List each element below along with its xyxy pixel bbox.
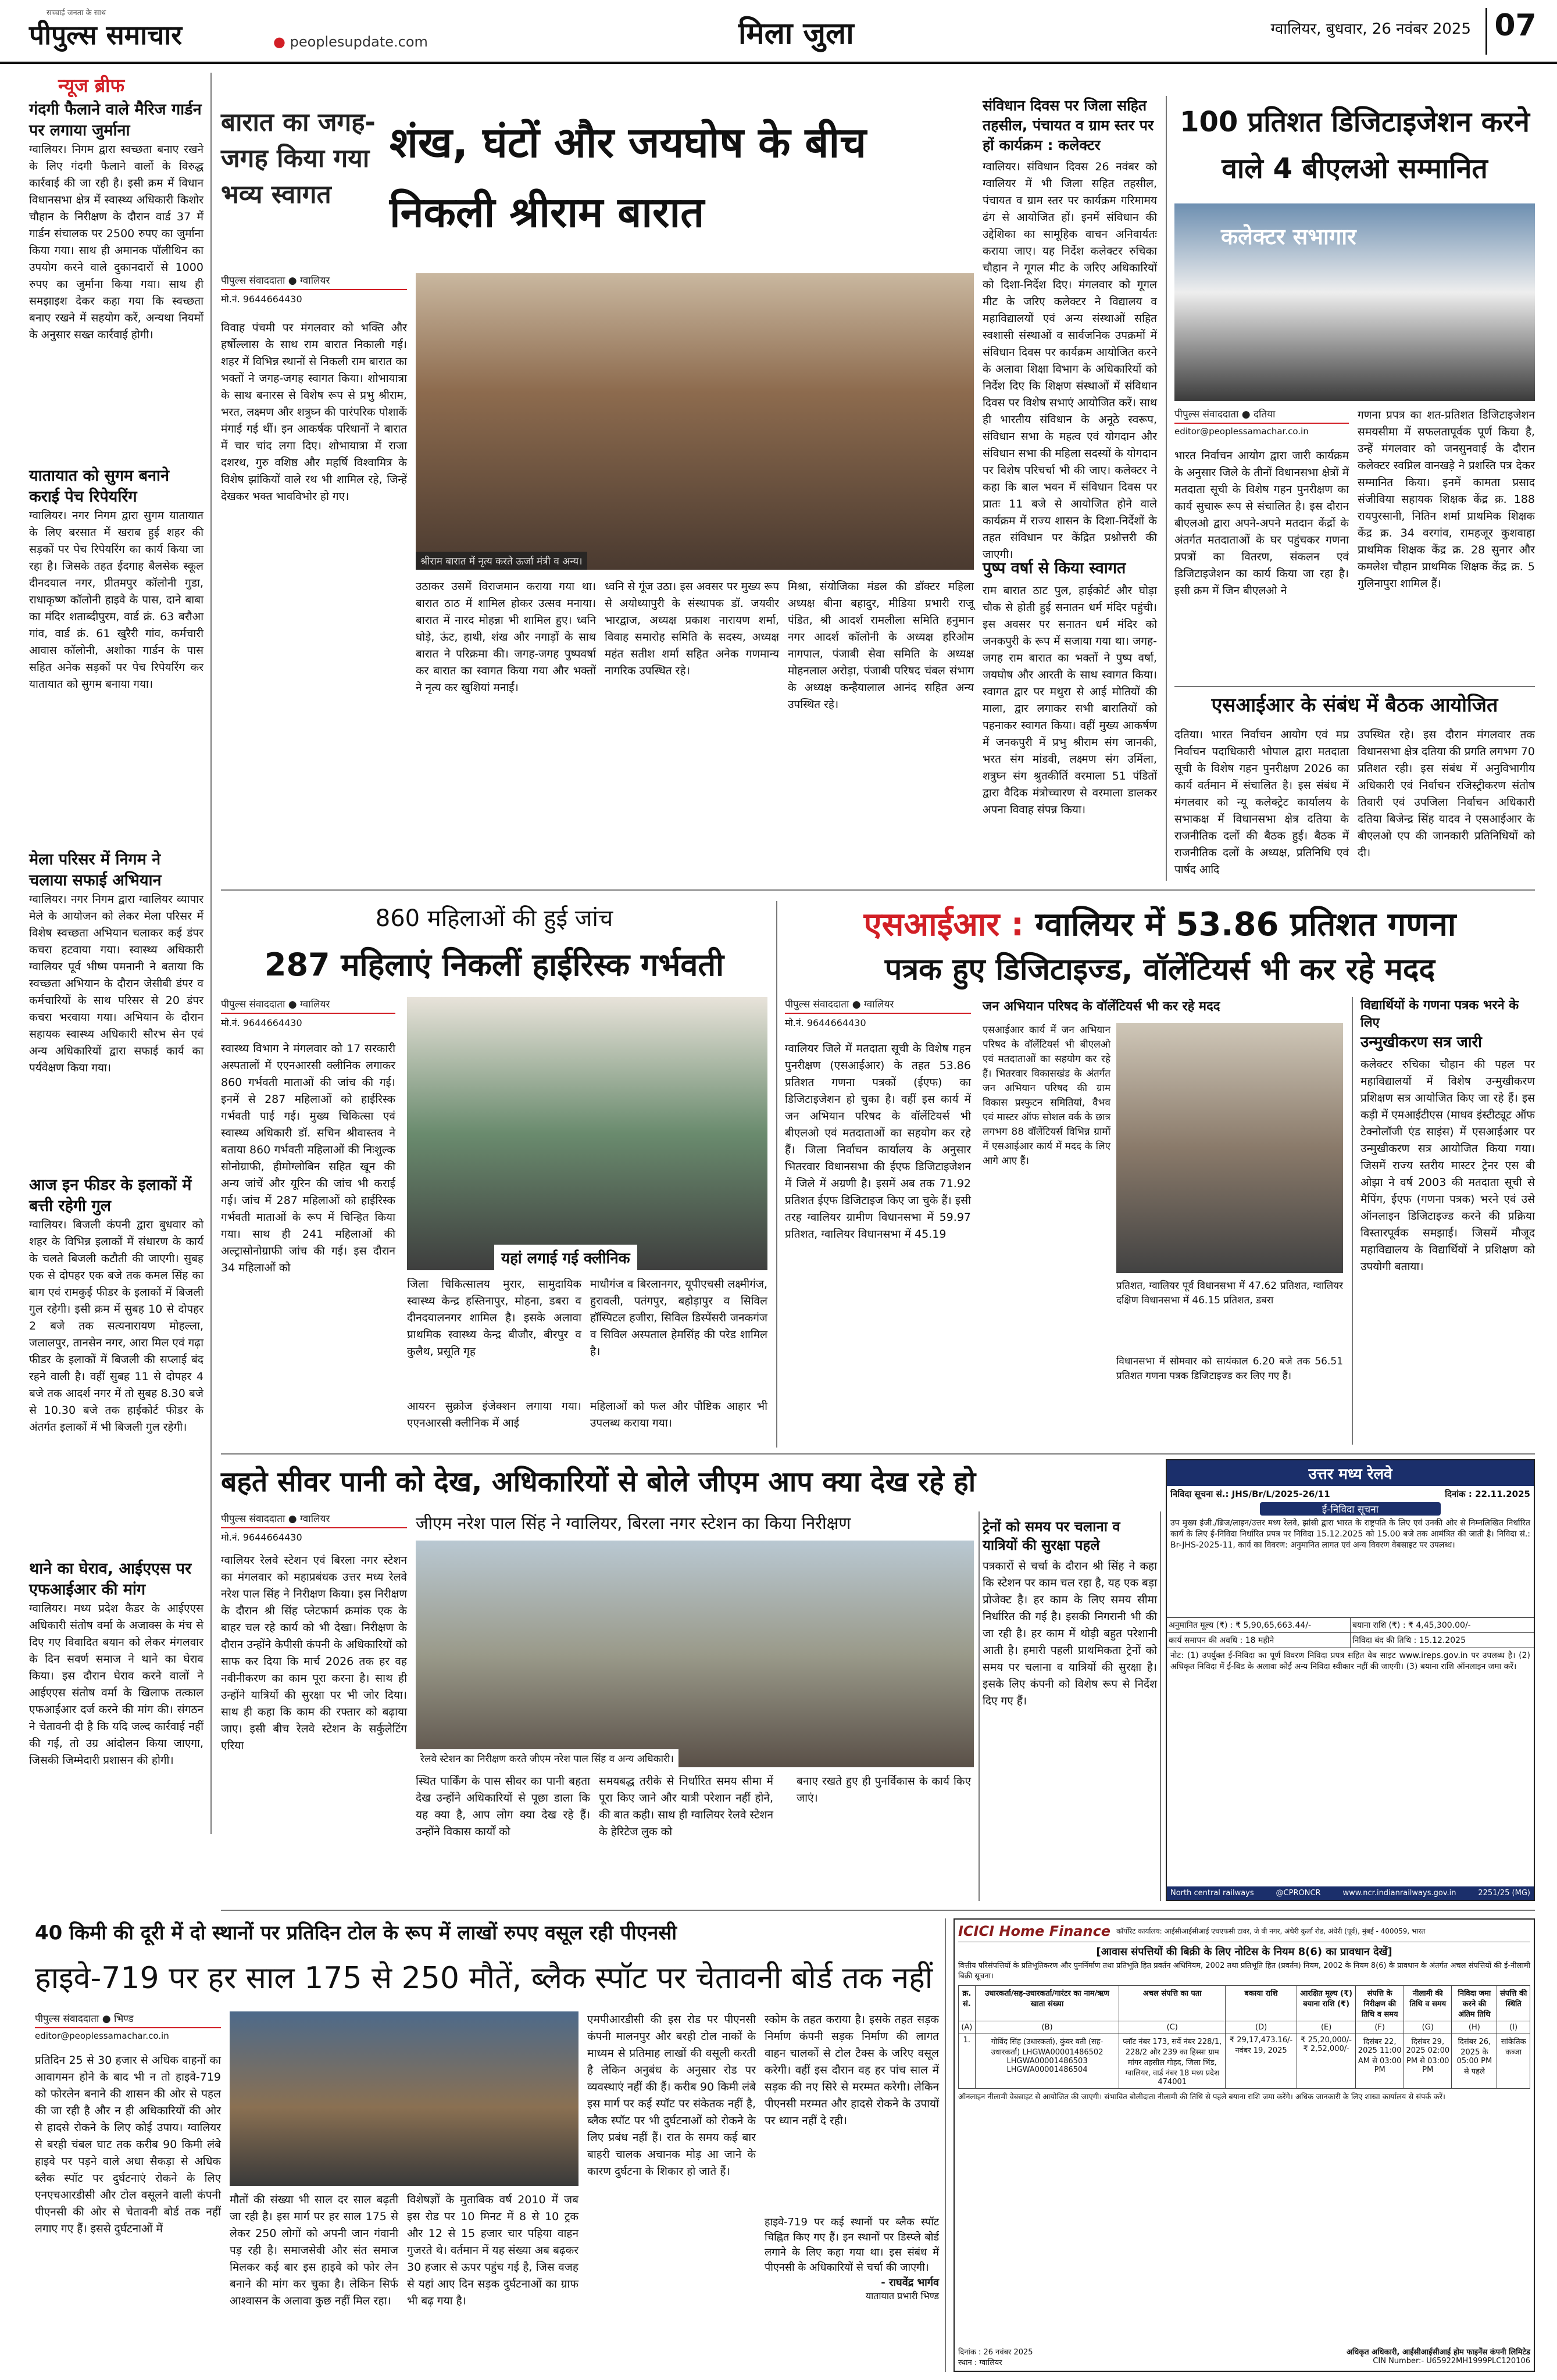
cost: अनुमानित मूल्य (₹) : ₹ 5,90,65,663.44/-: [1167, 1618, 1351, 1632]
site-url[interactable]: [273, 34, 448, 53]
ganana-line1: ग्वालियर में 53.86 प्रतिशत गणना: [1024, 906, 1456, 944]
icici-title: [आवास संपत्तियों की बिक्री के लिए नोटिस के नियम 8(6) का प्रावधान देखें]: [1096, 1946, 1392, 1958]
ganana-col1: ग्वालियर जिले में मतदाता सूची के विशेष गहन पुनरीक्षण (एसआईआर) के तहत 53.86 प्रतिशत गणना पत्रकों (ईएफ) का डिजिटाइजेशन हो चुका है। वहीं इस कार्य में जन अभियान परिषद के वॉलेंटियर्स भी बीएलओ एवं मतदाताओं का सहयोग कर रहे हैं। जिला निर्वाचन कार्यालय के अनुसार भितरवार विधानसभा की ईएफ डिजिटाइजेशन में जिले में अग्रणी है। इसमें अब तक 71.92 प्रतिशत ईएफ डिजिटाइज किए जा चुके हैं। इसी तरह ग्वालियर ग्रामीण विधानसभा में 59.97 प्रतिशत, ग्वालियर विधानसभा में 45.19: [785, 1042, 971, 1241]
quote-role: यातायात प्रभारी भिण्ड: [865, 2290, 939, 2302]
table-header: बकाया राशि: [1226, 1986, 1297, 2021]
digit-col1: भारत निर्वाचन आयोग द्वारा जारी कार्यक्रम के अनुसार जिले के तीनों विधानसभा क्षेत्रों में मतदाता सूची के विशेष गहन पुनरीक्षण का कार्य सुचारू रूप से संचालित है। इस दौरान बीएलओ द्वारा अपने-अपने मतदान केंद्रों के अंतर्गत मतदाताओं के घर पहुंचकर गणना प्रपत्रों का वितरण, संकलन एवं डिजिटाइजेशन का कार्य किया जा रहा है। इसी क्रम में जिन बीएलओ ने: [1174, 449, 1349, 597]
pushp-body: राम बारात ठाट पुल, हाईकोर्ट और घोड़ा चौक से होती हुई सनातन धर्म मंदिर पहुंची। इस अवसर पर सनातन धर्म मंदिर को जनकपुरी के रूप में सजाया गया था। जगह-जगह राम बारात का भक्तों ने पुष्प वर्षा, जयघोष और आरती के साथ स्वागत किया। स्वागत द्वार पर मथुरा से आई मोतियों की माला, द्वार लगाकर सभी बारातियों को पहनाकर स्वागत किया। वहीं मुख्य आकर्षण में जनकपुरी में प्रभु श्रीराम संग जानकी, भरत संग मांडवी, लक्ष्मण संग उर्मिला, शत्रुघ्न संग श्रुतकीर्ति वरमाला 51 पंडितों द्वारा वैदिक मंत्रोच्चारण से वरमाला डालकर अपना विवाह संपन्न किया।: [983, 584, 1157, 816]
ganana-photo-title: जन अभियान परिषद के वॉलेंटियर्स भी कर रहे मदद: [983, 999, 1220, 1014]
icici-office: कॉर्पोरेट कार्यालय: आईसीआईसीआई एचएफसी टावर, जे बी नगर, अंधेरी कुर्ला रोड, अंधेरी (पूर्व), मुंबई - 400059, भारत: [1116, 1927, 1426, 1935]
railway-body: उप मुख्य इंजी./ब्रिज/लाइन/उत्तर मध्य रेलवे, झांसी द्वारा भारत के राष्ट्रपति के लिए एवं उनकी ओर से निम्नलिखित निर्धारित कार्य के लिए ई-निविदा निर्धारित प्रपत्र पर निविदा 15.12.2025 को 15.00 बजे तक आमंत्रित की जाती है। निविदा सं.: Br-JHS-2025-11, कार्य का विवरण: अनुमानित लागत एवं अन्य विवरण वेबसाइट पर उपलब्ध।: [1170, 1518, 1530, 1550]
table-cell: दिसंबर 22, 2025 11:00 AM से 03:00 PM: [1356, 2034, 1404, 2089]
dateline: ग्वालियर, बुधवार, 26 नवंबर 2025: [1270, 20, 1471, 38]
sewer-headline: बहते सीवर पानी को देख, अधिकारियों से बोले जीएम आप क्या देख रहे हो: [221, 1466, 976, 1498]
brief-title: आज इन फीडर के इलाकों में बत्ती रहेगी गुल: [29, 1176, 192, 1215]
ganana-headline-2: पत्रक हुए डिजिटाइज्ड, वॉलेंटियर्स भी कर रहे मदद: [884, 952, 1435, 987]
baraat-col2: उठाकर उसमें विराजमान कराया गया था। बारात ठाठ में शामिल होकर उत्सव मनाया। बारात में नारद मोहन्ना भी शामिल हुए। ध्वनि घोड़े, ऊंट, हाथी, शंख और नगाड़ों के साथ बारात ने परिक्रमा की। जगह-जगह पुष्पवर्षा कर बारात का स्वागत किया गया और भक्तों ने नृत्य कर खुशियां मनाईं।: [416, 580, 596, 694]
icici-date-place: [958, 2346, 1033, 2367]
students-title-2: उन्मुखीकरण सत्र जारी: [1360, 1034, 1482, 1051]
table-cell: (H): [1452, 2021, 1497, 2034]
icici-header: [958, 1923, 1530, 1942]
table-cell: प्लॉट नंबर 173, सर्वे नंबर 228/1, 228/2 और 239 का हिस्सा ग्राम मांगर तहसील गोहद, जिला भिंड, ग्वालियर, वार्ड नंबर 18 मध्य प्रदेश 474001: [1119, 2034, 1226, 2089]
students-box: [1360, 997, 1535, 1445]
icici-sign-block: [1347, 2346, 1530, 2367]
page-number: 07: [1485, 8, 1544, 55]
photo-caption: श्रीराम बारात में नृत्य करते ऊर्जा मंत्री व अन्य।: [416, 552, 587, 570]
byline: पीपुल्स संवाददाता ● भिण्ड: [35, 2011, 221, 2028]
women-kicker: 860 महिलाओं की हुई जांच: [375, 905, 613, 932]
samvidhan-body: ग्वालियर। संविधान दिवस 26 नवंबर को ग्वालियर में भी जिला सहित तहसील, पंचायत व ग्राम स्तर पर कार्यक्रम गरिमामय ढंग से आयोजित हों। इनमें संविधान की उद्देशिका का सामूहिक वाचन अनिवार्यतः कराया जाए। यह निर्देश कलेक्टर रुचिका चौहान ने गूगल मीट के जरिए अधिकारियों को दिशा-निर्देश दिए। मंगलवार को गूगल मीट के जरिए कलेक्टर ने विद्यालय व महाविद्यालयों एवं अन्य संस्थाओं सहित स्वशासी संस्थाओं व सार्वजनिक उपक्रमों में संविधान दिवस पर कार्यक्रम आयोजित करने के अलावा शिक्षा विभाग के अधिकारियों को निर्देश दिए कि शिक्षण संस्थाओं में संविधान दिवस पर विशेष सभाएं आयोजित करें। साथ ही भारतीय संविधान के अनूठे स्वरूप, संविधान सभा के महत्व एवं योगदान और संविधान सभा की महिला सदस्यों के योगदान पर विशेष परिचर्चा भी की जाए। कलेक्टर ने कहा कि बाल भवन में संविधान दिवस पर प्रातः 11 बजे से आयोजित होने वाले कार्यक्रम में राज्य शासन के दिशा-निर्देशों के तहत संविधान पर केंद्रित प्रश्नोत्तरी की जाएगी।: [983, 160, 1157, 561]
railway-note: नोट: (1) उपर्युक्त ई-निविदा का पूर्ण विवरण निविदा प्रपत्र सहित वेब साइट www.ireps.gov.in पर उपलब्ध है। (2) अधिकृत निविदा में ई-बिड के अलावा कोई अन्य निविदा स्वीकार नहीं की जाएगी। (3) बयाना राशि ऑनलाइन जमा करें।: [1170, 1651, 1530, 1671]
logo-tagline: सच्चाई जनता के साथ: [47, 9, 106, 17]
emd: बयाना राशि (₹) : ₹ 4,45,300.00/-: [1352, 1621, 1471, 1630]
brief-body: ग्वालियर। बिजली कंपनी द्वारा बुधवार को शहर के विभिन्न इलाकों में संधारण के कार्य के चलते बिजली कटौती की जाएगी। सुबह एक से दोपहर एक बजे तक कमल सिंह का बाग एवं रामकुई फीडर के इलाकों में बिजली गुल रहेगी। इसी क्रम में सुबह 10 से दोपहर 2 बजे तक सत्यनारायण मोहल्ला, जलालपुर, तानसेन नगर, आरा मिल एवं गढ़ा फीडर के इलाकों में बिजली की सप्लाई बंद रहने वाली है। वहीं सुबह 11 से दोपहर 4 बजे तक आदर्श नगर में तो सुबह 8.30 बजे से 10.30 बजे तक हाईकोर्ट फीडर के अंतर्गत इलाकों में भी बिजली गुल रहेगी।: [29, 1218, 203, 1434]
table-cell: गोविंद सिंह (उधारकर्ता), कुंवर वती (सह-उधारकर्ता) LHGWA00001486502 LHGWA00001486503 LHGWA00001486504: [975, 2034, 1119, 2089]
table-cell: ₹ 25,20,000/- ₹ 2,52,000/-: [1297, 2034, 1356, 2089]
sewer-byline: [221, 1511, 407, 1546]
women-headline: 287 महिलाएं निकलीं हाईरिस्क गर्भवती: [264, 946, 724, 983]
table-cell: ₹ 29,17,473.16/- नवंबर 19, 2025: [1226, 2034, 1297, 2089]
site-url-text: peoplesupdate.com: [290, 34, 428, 50]
quote-text: हाइवे-719 पर कई स्थानों पर ब्लैक स्पॉट चिह्नित किए गए हैं। इन स्थानों पर डिस्प्ले बोर्ड लगाने के लिए कहा गया था। इस संबंध में पीएनसी के अधिकारियों से चर्चा की जाएगी।: [765, 2216, 939, 2274]
byline: पीपुल्स संवाददाता ● ग्वालियर: [221, 1511, 407, 1528]
railway-notice-row: [1167, 1486, 1534, 1502]
women-photo: [407, 997, 767, 1270]
email[interactable]: editor@peoplessamachar.co.in: [1174, 426, 1309, 437]
highway-byline: [35, 2011, 221, 2046]
railway-cost-row: [1167, 1617, 1534, 1633]
etender-label: ई-निविदा सूचना: [1260, 1502, 1441, 1516]
icici-table: [958, 1985, 1530, 2089]
railway-title: उत्तर मध्य रेलवे: [1167, 1460, 1534, 1486]
byline: पीपुल्स संवाददाता ● दतिया: [1174, 407, 1349, 424]
digit-headline: 100 प्रतिशत डिजिटाइजेशन करने वाले 4 बीएलओ सम्मानित: [1180, 106, 1530, 185]
table-cell: (F): [1356, 2021, 1404, 2034]
brief-title: थाने का घेराव, आईएएस पर एफआईआर की मांग: [29, 1560, 192, 1599]
notice-number: निविदा सूचना सं.: JHS/Br/L/2025-26/11: [1170, 1489, 1330, 1499]
quote-by: - राघवेंद्र भार्गव: [881, 2277, 939, 2289]
sir-title: एसआईआर के संबंध में बैठक आयोजित: [1174, 686, 1535, 721]
sewer-sub: जीएम नरेश पाल सिंह ने ग्वालियर, बिरला नगर स्टेशन का किया निरीक्षण: [416, 1513, 851, 1533]
ganana-byline: [785, 997, 971, 1032]
table-header: संपत्ति के निरीक्षण की तिथि व समय: [1356, 1986, 1404, 2021]
byline: पीपुल्स संवाददाता ● ग्वालियर: [221, 273, 407, 290]
ganana-photo: [1116, 1023, 1343, 1273]
railway-footer-name[interactable]: North central railways: [1170, 1889, 1254, 1897]
icici-notes: ऑनलाइन नीलामी वेबसाइट से आयोजित की जाएगी। संभावित बोलीदाता नीलामी की तिथि से पहले बयाना राशि जमा करेंगे। अधिक जानकारी के लिए शाखा कार्यालय से संपर्क करें।: [958, 2093, 1445, 2102]
pushp-box: [983, 558, 1157, 884]
table-header: निविदा जमा करने की अंतिम तिथि: [1452, 1986, 1497, 2021]
photo-caption: रेलवे स्टेशन का निरीक्षण करते जीएम नरेश पाल सिंह व अन्य अधिकारी।: [416, 1749, 678, 1767]
sewer-col1: ग्वालियर रेलवे स्टेशन एवं बिरला नगर स्टेशन का मंगलवार को महाप्रबंधक उत्तर मध्य रेलवे नरेश पाल सिंह ने निरीक्षण किया। इस निरीक्षण के दौरान श्री सिंह प्लेटफार्म क्रमांक एक के बाहर चल रहे कार्य को भी देखा। निरीक्षण के दौरान उन्होंने केपीसी कंपनी के अधिकारियों को साफ कर दिया कि मार्च 2026 तक हर वह नवीनीकरण का काम पूरा करना है। साथ ही उन्होंने यात्रियों की सुरक्षा पर भी जोर दिया। साथ ही कहा कि काम की रफ्तार को बढ़ाया जाए। इसी बीच रेलवे स्टेशन के सर्कुलेटिंग एरिया: [221, 1554, 407, 1752]
globe-icon: ●: [273, 34, 290, 50]
women-clinics-2: माधौगंज व बिरलानगर, यूपीएचसी लक्ष्मीगंज, हुरावली, पतंगपुर, बहोड़ापुर व सिविल हॉस्पिटल हजीरा, सिविल डिस्पेंसरी जनकगंज व सिविल अस्पताल हेमसिंह की परेड शामिल है।: [590, 1278, 767, 1358]
banner-text: कलेक्टर सभागार: [1221, 224, 1356, 249]
icici-brand: ICICI Home Finance: [958, 1923, 1111, 1939]
train-col-wrap: [983, 1517, 1157, 1901]
brief-item: [29, 1175, 203, 1559]
table-header: नीलामी की तिथि व समय: [1404, 1986, 1452, 2021]
brief-body: ग्वालियर। निगम द्वारा स्वच्छता बनाए रखने के लिए गंदगी फैलाने वालों के विरुद्ध कार्रवाई की जा रही है। इसी क्रम में विधान विधानसभा क्षेत्र में स्वास्थ्य अधिकारी किशोर चौहान के निरीक्षण के दौरान वार्ड 37 में गार्डन संचालक पर 2500 रुपए का जुर्माना किया गया। साथ ही अमानक पॉलीथिन का उपयोग करने वाले दुकानदारों से 1000 रुपए का जुर्माना किया गया। साथ ही समझाइश देकर कहा गया कि स्वच्छता बनाए रखने में सहयोग करें, अन्यथा नियमों के अनुसार सख्त कार्रवाई होगी।: [29, 143, 203, 341]
brief-item: [29, 99, 203, 466]
baraat-headline: शंख, घंटों और जयघोष के बीच निकली श्रीराम बारात: [390, 118, 866, 237]
logo: [29, 7, 273, 53]
table-header-row: [959, 1986, 1530, 2021]
phone: मो.नं. 9644664430: [221, 1017, 302, 1028]
sewer-col3: समयबद्ध तरीके से निर्धारित समय सीमा में पूरा किए जाने और यात्री परेशान नहीं होने, की बात कही। साथ ही ग्वालियर रेलवे स्टेशन के हेरिटेज लुक को: [599, 1775, 773, 1838]
icici-date: दिनांक : 26 नवंबर 2025: [958, 2348, 1033, 2357]
railway-web[interactable]: www.ncr.indianrailways.gov.in: [1342, 1889, 1456, 1897]
phone: मो.नं. 9644664430: [221, 294, 302, 305]
icici-intro: वित्तीय परिसंपत्तियों के प्रतिभूतिकरण और पुनर्निर्माण तथा प्रतिभूति हित प्रवर्तन अधिनियम, 2002 तथा प्रतिभूति हित (प्रवर्तन) नियम, 2002 के नियम 8(6) के प्रावधान के अंतर्गत अचल संपत्तियों की ई-नीलामी बिक्री सूचना।: [958, 1961, 1530, 1981]
notice-date: दिनांक : 22.11.2025: [1445, 1489, 1530, 1499]
phone: मो.नं. 9644664430: [221, 1532, 302, 1543]
railway-tender: [1166, 1459, 1535, 1901]
byline: पीपुल्स संवाददाता ● ग्वालियर: [785, 997, 971, 1014]
highway-col3: एमपीआरडीसी की इस रोड पर पीएनसी कंपनी मालनपुर और बरही टोल नाकों के माध्यम से प्रतिमाह लाखों की वसूली करती है लेकिन अनुबंध के अनुसार रोड पर व्यवस्थाएं नहीं की हैं। करीब 90 किमी लंबे इस मार्ग पर कई स्पॉट पर संकेतक नहीं है, ब्लैक स्पॉट पर भी दुर्घटनाओं को रोकने के लिए प्रबंध नहीं हैं। रात के समय कई बार बाहरी चालक अचानक मोड़ आ जाने के कारण दुर्घटना के शिकार हो जाते हैं।: [587, 2013, 756, 2178]
brief-item: [29, 849, 203, 1175]
brief-title: मेला परिसर में निगम ने चलाया सफाई अभियान: [29, 850, 162, 889]
railway-footer: [1167, 1886, 1534, 1900]
samvidhan-title: संविधान दिवस पर जिला सहित तहसील, पंचायत व ग्राम स्तर पर हों कार्यक्रम : कलेक्टर: [983, 97, 1154, 153]
baraat-byline: [221, 273, 407, 314]
table-cell: (B): [975, 2021, 1119, 2034]
table-cell: (C): [1119, 2021, 1226, 2034]
table-cell: 1.: [959, 2034, 976, 2089]
highway-col2a: मौतों की संख्या भी साल दर साल बढ़ती जा रही है। इस मार्ग पर हर साल 175 से लेकर 250 लोगों को अपनी जान गंवानी पड़ रही है। समाजसेवी और संत समाज मिलकर कई बार इस हाइवे को फोर लेन बनाने की मांग कर चुका है। लेकिन सिर्फ आश्वासन के अलावा कुछ नहीं मिल रहा।: [230, 2193, 398, 2307]
table-letter-row: [959, 2021, 1530, 2034]
women-foot-1: आयरन सुक्रोज इंजेक्शन लगाया गया। एएनआरसी क्लीनिक में आई: [407, 1400, 581, 1430]
samvidhan-box: [983, 96, 1157, 561]
highway-quote: [765, 2215, 939, 2366]
table-cell: (G): [1404, 2021, 1452, 2034]
highway-photo: [230, 2011, 578, 2186]
icici-footer: [958, 2346, 1530, 2367]
baraat-col3: ध्वनि से गूंज उठा। इस अवसर पर मुख्य रूप से अयोध्यापुरी के संस्थापक डॉ. जयवीर भारद्वाज, अध्यक्ष प्रकाश नारायण शर्मा, विवाह समारोह समिति के सदस्य, अध्यक्ष महंत सतीश शर्मा सहित अनेक गणमान्य नागरिक उपस्थित रहे।: [605, 580, 779, 677]
highway-col1: प्रतिदिन 25 से 30 हजार से अधिक वाहनों का आवागमन होने के बाद भी न तो हाइवे-719 को फोरलेन बनाने की शासन की ओर से पहल की जा रही है और न ही अधिकारियों की ओर से हादसे रोकने के लिए कोई उपाय। ग्वालियर से बरही चंबल घाट तक करीब 90 किमी लंबे हाइवे पर पड़ने वाले अधा सैकड़ा से अधिक ब्लैक स्पॉट पर दुर्घटनाएं रोकने के लिए एनएचआरडीसी और टोल वसूलने वाली कंपनी पीएनसी की ओर से चेतावनी बोर्ड तक नहीं लगाए गए हैं। इससे दुर्घटनाओं में: [35, 2054, 221, 2235]
news-brief-label: न्यूज ब्रीफ: [58, 74, 125, 97]
railway-handle[interactable]: @CPRONCR: [1276, 1889, 1321, 1897]
pushp-title: पुष्प वर्षा से किया स्वागत: [983, 559, 1126, 577]
phone: मो.नं. 9644664430: [785, 1017, 866, 1028]
trains-body: पत्रकारों से चर्चा के दौरान श्री सिंह ने कहा कि स्टेशन पर काम चल रहा है, यह एक बड़ा प्रोजेक्ट है। हर काम के लिए समय सीमा निर्धारित की गई है। इसकी निगरानी भी की जा रही है। हर काम में थोड़ी बहुत परेशानी आती है। हमारी पहली प्राथमिकता ट्रेनों को समय पर चलाना व यात्रियों की सुरक्षा है। इसके लिए कंपनी को विशेष रूप से निर्देश दिए गए हैं।: [983, 1560, 1157, 1707]
icici-notice: [954, 1918, 1535, 2372]
women-col1: स्वास्थ्य विभाग ने मंगलवार को 17 सरकारी अस्पतालों में एएनआरसी क्लीनिक लगाकर 860 गर्भवती माताओं की जांच की गई। इनमें से 287 महिलाओं को हाईरिस्क गर्भवती पाई गई। मुख्य चिकित्सा एवं स्वास्थ्य अधिकारी डॉ. सचिन श्रीवास्तव ने बताया 860 गर्भवती महिलाओं की निःशुल्क सोनोग्राफी, हीमोग्लोबिन सहित खून की अन्य जांचें और यूरिन की जांच भी कराई गई। जांच में 287 महिलाओं को हाईरिस्क गर्भवती माताओं के रूप में चिन्हित किया गया। साथ ही 241 महिलाओं की अल्ट्रासोनोग्राफी जांच की गई। इस दौरान 34 महिलाओं को: [221, 1042, 395, 1274]
sewer-photo: [416, 1541, 974, 1767]
logo-text: पीपुल्स समाचार: [29, 19, 183, 51]
table-cell: दिसंबर 29, 2025 02:00 PM से 03:00 PM: [1404, 2034, 1452, 2089]
sewer-col4a: बनाए रखते हुए ही पुनर्विकास के कार्य किए जाएं।: [797, 1775, 971, 1804]
photo-caption: यहां लगाई गई क्लीनिक: [494, 1245, 637, 1270]
highway-col2b: विशेषज्ञों के मुताबिक वर्ष 2010 में जब इस रोड पर 10 मिनट में 8 से 10 ट्रक और 12 से 15 हजार चार पहिया वाहन गुजरते थे। वर्तमान में यह संख्या अब बढ़कर 30 हजार से ऊपर पहुंच गई है, जिस वजह से यहां आए दिन सड़क दुर्घटनाओं का ग्राफ भी बढ़ गया है।: [407, 2193, 578, 2307]
sewer-col2: स्थित पार्किंग के पास सीवर का पानी बहता देख उन्होंने अधिकारियों से पूछा डाला कि यह क्या है, आप लोग क्या देख रहे हैं। उन्होंने विकास कार्यों को: [416, 1775, 590, 1838]
completion: कार्य समापन की अवधि : 18 महीने: [1167, 1633, 1351, 1648]
table-cell: (D): [1226, 2021, 1297, 2034]
brief-item: [29, 1559, 203, 1861]
ganana-red: एसआईआर :: [863, 906, 1024, 944]
table-cell: (I): [1497, 2021, 1530, 2034]
women-byline: [221, 997, 395, 1032]
byline: पीपुल्स संवाददाता ● ग्वालियर: [221, 997, 395, 1014]
digit-photo: [1174, 203, 1535, 401]
students-body: कलेक्टर रुचिका चौहान की पहल पर महाविद्यालयों में विशेष उन्मुखीकरण प्रशिक्षण सत्र आयोजित किए जा रहे हैं। इस कड़ी में एमआईटीएस (माधव इंस्टीट्यूट ऑफ टेक्नोलॉजी एंड साइंस) में एसआईआर पर उन्मुखीकरण सत्र आयोजित किया गया। जिसमें राज्य स्तरीय मास्टर ट्रेनर एस बी ओझा ने वर्ष 2003 की मतदाता सूची से मैपिंग, ईएफ (गणना पत्रक) भरने एवं उसे ऑनलाइन डिजिटाइज्ड करने की प्रक्रिया विस्तारपूर्वक समझाई। जिसमें मौजूद महाविद्यालय के विद्यार्थियों ने प्रशिक्षण को उपयोगी बताया।: [1360, 1058, 1535, 1273]
railway-code: 2251/25 (MG): [1478, 1889, 1530, 1897]
ganana-col4: विधानसभा में सोमवार को सायंकाल 6.20 बजे तक 56.51 प्रतिशत गणना पत्रक डिजिटाइज्ड कर लिए गए हैं।: [1116, 1356, 1343, 1382]
brief-title: गंदगी फैलाने वाले मैरिज गार्डन पर लगाया जुर्माना: [29, 101, 202, 140]
table-cell: सांकेतिक कब्जा: [1497, 2034, 1530, 2089]
baraat-col1: विवाह पंचमी पर मंगलवार को भक्ति और हर्षोल्लास के साथ राम बारात निकाली गई। शहर में विभिन्न स्थानों से निकली राम बारात का भक्तों ने जगह-जगह स्वागत किया। शोभायात्रा के साथ बनारस से विशेष रूप से प्रभु श्रीराम, भरत, लक्ष्मण और शत्रुघ्न की पारंपरिक पोशाकें मंगाई गई थीं। इन आकर्षक परिधानों ने बारात में चार चांद लगा दिए। शोभायात्रा में राजा दशरथ, गुरु वशिष्ठ और महर्षि विश्वामित्र के विशेष झांकियों वाले रथ भी शामिल रहे, जिन्हें देखकर भक्त भावविभोर हो गए।: [221, 321, 407, 503]
digit-col2: गणना प्रपत्र का शत-प्रतिशत डिजिटाइजेशन समयसीमा में सफलतापूर्वक पूर्ण किया है, उन्हें मंगलवार को जनसुनवाई के दौरान कलेक्टर स्वप्निल वानखड़े ने प्रशस्ति पत्र देकर सम्मानित किया। इनमें कामता प्रसाद संजीविया सहायक शिक्षक केंद्र क्र. 188 रायपुरसानी, नितिन शर्मा प्राथमिक शिक्षक केंद्र क्र. 34 वरगांव, रामहजूर कुशवाहा प्राथमिक शिक्षक केंद्र क्र. 28 सुनार और कमलेश चौहान प्राथमिक शिक्षक केंद्र क्र. 5 गुलिनापुरा शामिल हैं।: [1358, 409, 1535, 590]
icici-cin: CIN Number:- U65922MH1999PLC120106: [1373, 2357, 1530, 2365]
table-header: अचल संपत्ति का पता: [1119, 1986, 1226, 2021]
women-foot-2: महिलाओं को फल और पौष्टिक आहार भी उपलब्ध कराया गया।: [590, 1400, 767, 1430]
students-title-1: विद्यार्थियों के गणना पत्रक भरने के लिए: [1360, 998, 1519, 1030]
ganana-col2: एसआईआर कार्य में जन अभियान परिषद के वॉलेंटियर्स भी बीएलओ एवं मतदाताओं का सहयोग कर रहे हैं। भितरवार विकासखंड के अंतर्गत जन अभियान परिषद की ग्राम विकास प्रस्फुटन समितियां, वैभव एवं मास्टर ऑफ सोशल वर्क के छात्र लगभग 88 वॉलेंटियर्स विभिन्न ग्रामों में एसआईआर कार्य में मदद के लिए आगे आए हैं।: [983, 1024, 1110, 1167]
highway-col4: स्कोम के तहत कराया है। इसके तहत सड़क निर्माण कंपनी सड़क निर्माण की लागत वाहन चालकों से टोल टैक्स के जरिए वसूल करेगी। वहीं इस दौरान वह हर पांच साल में सड़क की नए सिरे से मरम्मत करेगी। लेकिन पीएनसी मरम्मत और हादसे रोकने के उपायों पर ध्यान नहीं दे रही।: [765, 2013, 939, 2127]
baraat-kicker: बारात का जगह-जगह किया गया भव्य स्वागत: [221, 108, 376, 209]
sir-col1: दतिया। भारत निर्वाचन आयोग एवं मप्र निर्वाचन पदाधिकारी भोपाल द्वारा मतदाता सूची के विशेष गहन पुनरीक्षण 2026 का कार्य वर्तमान में संचालित है। इस संबंध में मंगलवार को न्यू कलेक्ट्रेट कार्यालय के सभाकक्ष में विधानसभा क्षेत्र दतिया के राजनीतिक दलों की बैठक हुई। बैठक में राजनीतिक दलों के अध्यक्ष, प्रतिनिधि एवं पार्षद आदि: [1174, 728, 1349, 876]
highway-kicker: 40 किमी की दूरी में दो स्थानों पर प्रतिदिन टोल के रूप में लाखों रुपए वसूल रही पीएनसी: [35, 1921, 677, 1945]
table-header: संपत्ति की स्थिति: [1497, 1986, 1530, 2021]
icici-sign: अधिकृत अधिकारी, आईसीआईसीआई होम फाइनेंस कंपनी लिमिटेड: [1346, 2348, 1530, 2357]
trains-title: ट्रेनों को समय पर चलाना व यात्रियों की सुरक्षा पहले: [983, 1518, 1120, 1553]
baraat-photo: [416, 273, 974, 570]
brief-body: ग्वालियर। नगर निगम द्वारा सुगम यातायात के लिए बरसात में खराब हुई शहर की सड़कों पर पेच रिपेयरिंग का कार्य किया जा रहा है। जिसके तहत ईदगाह बैलसेक स्कूल दीनदयाल नगर, प्रीतमपुर कॉलोनी गुडा, राधाकृष्ण कॉलोनी हाइवे के पास, दाने बाबा का मंदिर शताब्दीपुरम, वार्ड क्रं. 63 बरौआ गांव, वार्ड क्रं. 61 खुरैरी गांव, कर्मचारी आवास कॉलोनी, अशोका गार्डन के पास सहित अनेक सड़कों पर पेच रिपेयरिंग कर यातायात को सुगम बनाया गया।: [29, 509, 203, 691]
news-brief: [29, 73, 203, 1834]
women-clinics-1: जिला चिकित्सालय मुरार, सामुदायिक स्वास्थ्य केन्द्र हस्तिनापुर, मोहना, डबरा व दीनदयालनगर शामिल है। इसके अलावा प्राथमिक स्वास्थ्य केन्द्र बीजौर, बीरपुर व कुलैथ, प्रसूति गृह: [407, 1278, 581, 1358]
table-header: क्र. सं.: [959, 1986, 976, 2021]
baraat-col4: मिश्रा, संयोजिका मंडल की डॉक्टर महिला अध्यक्ष बीना बहादुर, मीडिया प्रभारी राजू पंडित, श्री आदर्श रामलीला समिति हनुमान नगर आदर्श कॉलोनी के अध्यक्ष हरिओम नागपाल, पंजाबी सेवा समिति के अध्यक्ष मोहनलाल अरोड़ा, पंजाबी परिषद चंबल संभाग के अध्यक्ष कन्हैयालाल आनंद सहित अन्य उपस्थित रहे।: [788, 580, 974, 711]
section-title: मिला जुला: [738, 16, 854, 51]
sir-col2: उपस्थित रहे। इस दौरान मंगलवार तक विधानसभा क्षेत्र दतिया की प्रगति लगभग 70 प्रतिशत रही। इस संबंध में अनुविभागीय अधिकारी एवं निर्वाचन रजिस्ट्रीकरण संतोष तिवारी एवं उपजिला निर्वाचन अधिकारी दतिया बिजेन्द्र सिंह यादव ने एसआईआर के बीएलओ एप की जानकारी प्रतिनिधियों को दी।: [1358, 728, 1535, 859]
table-cell: (E): [1297, 2021, 1356, 2034]
email[interactable]: editor@peoplessamachar.co.in: [35, 2031, 169, 2041]
railway-time-row: [1167, 1633, 1534, 1648]
closing: निविदा बंद की तिथि : 15.12.2025: [1352, 1636, 1466, 1645]
table-header: आरक्षित मूल्य (₹) बयाना राशि (₹): [1297, 1986, 1356, 2021]
highway-headline: हाइवे-719 पर हर साल 175 से 250 मौतें, ब्लैक स्पॉट पर चेतावनी बोर्ड तक नहीं: [35, 1961, 933, 1996]
ganana-headline-1: [785, 901, 1535, 948]
table-cell: (A): [959, 2021, 976, 2034]
ganana-col3: प्रतिशत, ग्वालियर पूर्व विधानसभा में 47.62 प्रतिशत, ग्वालियर दक्षिण विधानसभा में 46.15 प्रतिशत, डबरा: [1116, 1280, 1343, 1306]
masthead: [0, 0, 1557, 64]
brief-title: यातायात को सुगम बनाने कराई पेच रिपेयरिंग: [29, 467, 169, 506]
sewer-continue: [797, 1773, 971, 1901]
digit-byline: [1174, 407, 1349, 442]
brief-body: ग्वालियर। नगर निगम द्वारा ग्वालियर व्यापार मेले के आयोजन को लेकर मेला परिसर में विशेष स्वच्छता अभियान चलाकर कई डंपर कचरा हटवाया गया। स्वास्थ्य अधिकारी ग्वालियर पूर्व भीष्म पमनानी ने बताया कि स्वच्छता अभियान के दौरान जेसीबी डंपर व कर्मचारियों के साथ परिसर से 20 डंपर कचरा भरवाया गया। अभियान के दौरान सहायक स्वास्थ्य अधिकारी सौरभ सेन एवं अन्य अधिकारियों द्वारा सफाई कार्य का पर्यवेक्षण किया गया।: [29, 893, 203, 1074]
table-header: उधारकर्ता/सह-उधारकर्ता/गारंटर का नाम/ऋण खाता संख्या: [975, 1986, 1119, 2021]
brief-item: [29, 466, 203, 849]
icici-place: स्थान : ग्वालियर: [958, 2358, 1002, 2367]
brief-body: ग्वालियर। मध्य प्रदेश कैडर के आईएएस अधिकारी संतोष वर्मा के अजाक्स के मंच से दिए गए विवादित बयान को लेकर मंगलवार के दिन सवर्ण समाज ने थाने का घेराव किया। इस दौरान घेराव करने वालों ने आईएएस संतोष वर्मा के खिलाफ तत्काल एफआईआर दर्ज करने की मांग की। संगठन ने चेतावनी दी है कि यदि जल्द कार्रवाई नहीं की गई, तो उग्र आंदोलन किया जाएगा, जिसकी जिम्मेदारी प्रशासन की होगी।: [29, 1602, 203, 1767]
table-cell: दिसंबर 26, 2025 के 05:00 PM से पहले: [1452, 2034, 1497, 2089]
table-row: [959, 2034, 1530, 2089]
